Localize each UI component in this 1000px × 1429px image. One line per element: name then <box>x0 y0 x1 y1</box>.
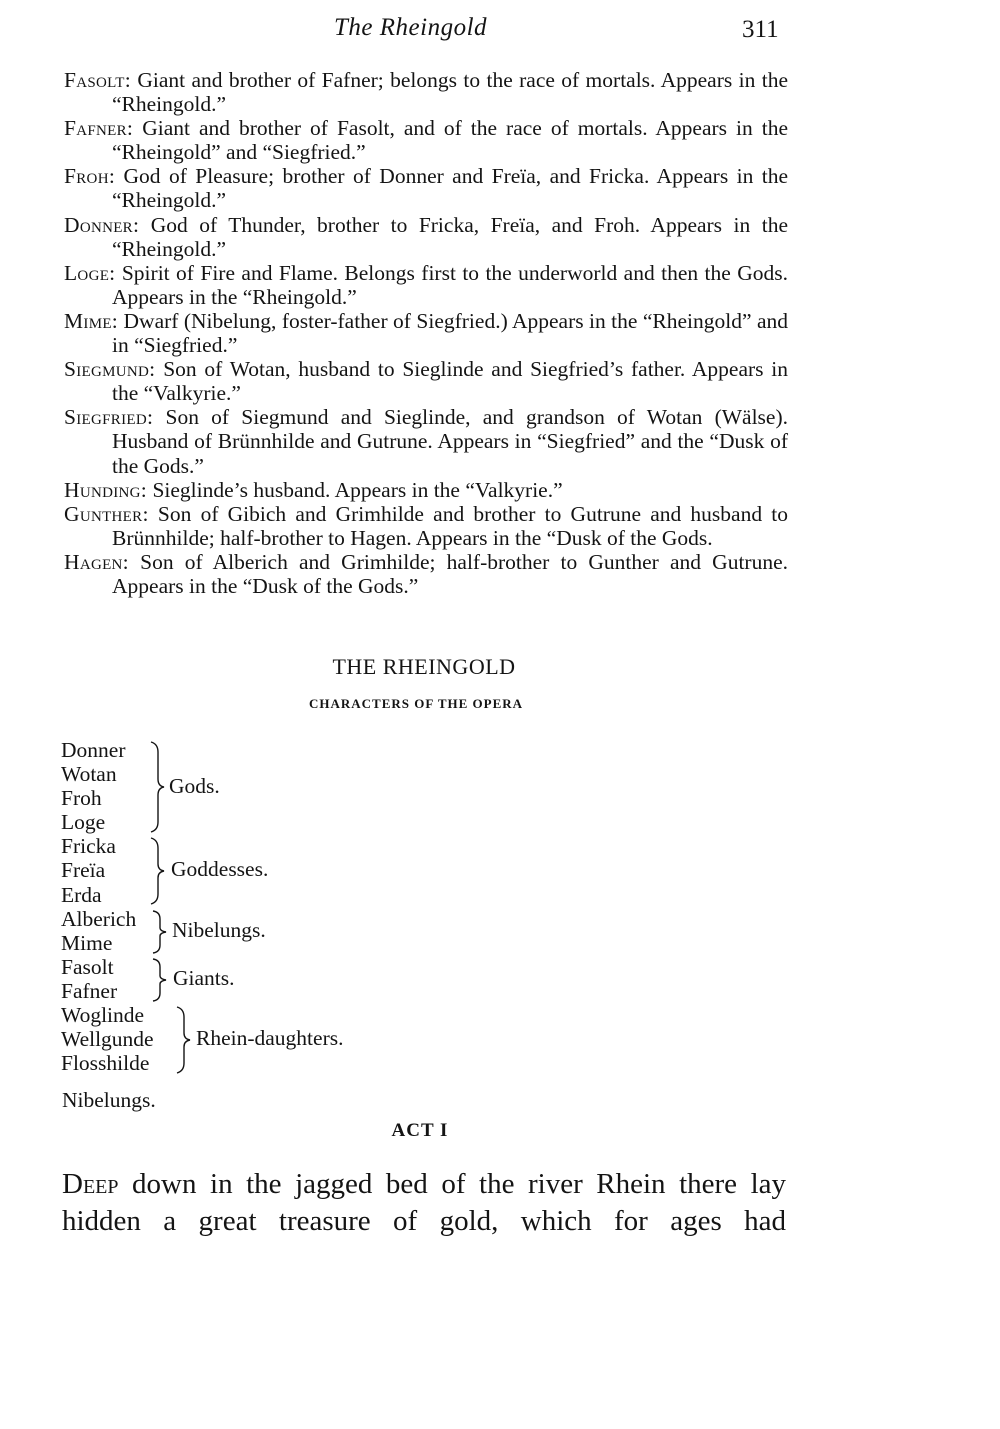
entry-name: Donner: <box>64 212 140 237</box>
glossary-entry <box>64 357 788 405</box>
cast-label: Rhein-daughters. <box>196 1026 344 1051</box>
opening-paragraph <box>62 1166 786 1240</box>
entry-name: Siegfried: <box>64 405 154 430</box>
entry-text: Son of Gibich and Grimhilde and brother to Gutrune and husband to Brünnhilde; half-brother to Hagen. Appears in the “Dusk of the Gods. <box>112 501 788 550</box>
opening-word: Deep <box>62 1168 119 1200</box>
cast-name: Fricka <box>61 834 116 859</box>
opening-text: down in the jagged bed of the river Rhein there lay hidden a great treasure of gold, which for ages had <box>62 1168 786 1237</box>
brace-icon <box>147 836 167 906</box>
cast-name: Donner <box>61 738 126 762</box>
cast-group-rhein-daughters <box>61 1003 461 1075</box>
glossary-entry <box>64 405 788 477</box>
glossary-entry <box>64 502 788 550</box>
brace-icon <box>149 909 169 955</box>
cast-label: Nibelungs. <box>172 917 266 942</box>
entry-text: Spirit of Fire and Flame. Belongs first to the underworld and then the Gods. Appears in the “Rheingold.” <box>112 260 788 309</box>
cast-name: Wotan <box>61 762 117 787</box>
entry-text: Giant and brother of Fafner; belongs to the race of mortals. Appears in the “Rheingold.” <box>112 68 788 117</box>
glossary-entry <box>64 309 788 357</box>
cast-group-gods <box>61 738 461 834</box>
cast-name: Fafner <box>61 978 118 1003</box>
section-title: THE RHEINGOLD <box>332 654 516 679</box>
cast-label: Giants. <box>173 965 235 990</box>
cast-name: Mime <box>61 930 113 955</box>
glossary-entry <box>64 478 788 502</box>
cast-name: Fasolt <box>61 954 114 979</box>
glossary-entry <box>64 213 788 261</box>
cast-group-giants <box>61 955 461 1003</box>
cast-name: Alberich <box>61 906 137 931</box>
entry-name: Gunther: <box>64 501 149 526</box>
entry-text: Son of Alberich and Grimhilde; half-brother to Gunther and Gutrune. Appears in the “Dusk of the Gods.” <box>112 549 788 598</box>
cast-name: Woglinde <box>61 1003 145 1028</box>
glossary-entry <box>64 68 788 116</box>
section-subtitle: CHARACTERS OF THE OPERA <box>308 696 524 711</box>
entry-name: Hunding: <box>64 477 148 502</box>
entry-text: Sieglinde’s husband. Appears in the “Valkyrie.” <box>147 477 563 502</box>
entry-text: Giant and brother of Fasolt, and of the race of mortals. Appears in the “Rheingold” and “Siegfried.” <box>112 116 788 165</box>
cast-group-goddesses <box>61 834 461 906</box>
cast-name: Erda <box>61 882 102 907</box>
glossary-entry <box>64 550 788 598</box>
cast-name: Froh <box>61 786 102 811</box>
entry-name: Fafner: <box>64 116 134 141</box>
cast-label: Goddesses. <box>171 857 269 882</box>
entry-text: God of Thunder, brother to Fricka, Freïa, and Froh. Appears in the “Rheingold.” <box>112 212 788 261</box>
cast-name: Freïa <box>61 858 106 883</box>
cast-list <box>61 738 461 1075</box>
entry-text: Dwarf (Nibelung, foster-father of Siegfried.) Appears in the “Rheingold” and in “Siegfried.” <box>112 308 788 358</box>
brace-icon <box>173 1005 193 1075</box>
entry-name: Siegmund: <box>64 357 156 382</box>
entry-name: Loge: <box>64 260 116 285</box>
cast-tail: Nibelungs. <box>62 1088 156 1112</box>
cast-group-nibelungs <box>61 907 461 955</box>
act-heading: ACT I <box>391 1120 449 1141</box>
entry-name: Fasolt: <box>64 68 131 92</box>
entry-text: Son of Siegmund and Sieglinde, and grandson of Wotan (Wälse). Husband of Brünnhilde and Gutrune. Appears in “Siegfried” and the “Dusk of the Gods.” <box>112 405 788 478</box>
cast-name: Loge <box>61 810 106 835</box>
cast-names <box>61 738 461 834</box>
brace-icon <box>147 740 167 834</box>
entry-text: Son of Wotan, husband to Sieglinde and Siegfried’s father. Appears in the “Valkyrie.” <box>112 357 788 406</box>
cast-names <box>61 955 461 1003</box>
entry-name: Hagen: <box>64 549 129 574</box>
cast-name: Wellgunde <box>61 1027 154 1052</box>
entry-name: Froh: <box>64 164 116 189</box>
brace-icon <box>149 957 169 1003</box>
page-number: 311 <box>742 16 779 43</box>
glossary-entry <box>64 116 788 164</box>
glossary-entry <box>64 164 788 212</box>
character-glossary <box>64 68 788 598</box>
running-title: The Rheingold <box>334 14 488 41</box>
entry-name: Mime: <box>64 308 119 333</box>
cast-name: Flosshilde <box>61 1051 150 1076</box>
entry-text: God of Pleasure; brother of Donner and Freïa, and Fricka. Appears in the “Rheingold.” <box>112 164 788 213</box>
glossary-entry <box>64 261 788 309</box>
cast-label: Gods. <box>169 774 220 798</box>
